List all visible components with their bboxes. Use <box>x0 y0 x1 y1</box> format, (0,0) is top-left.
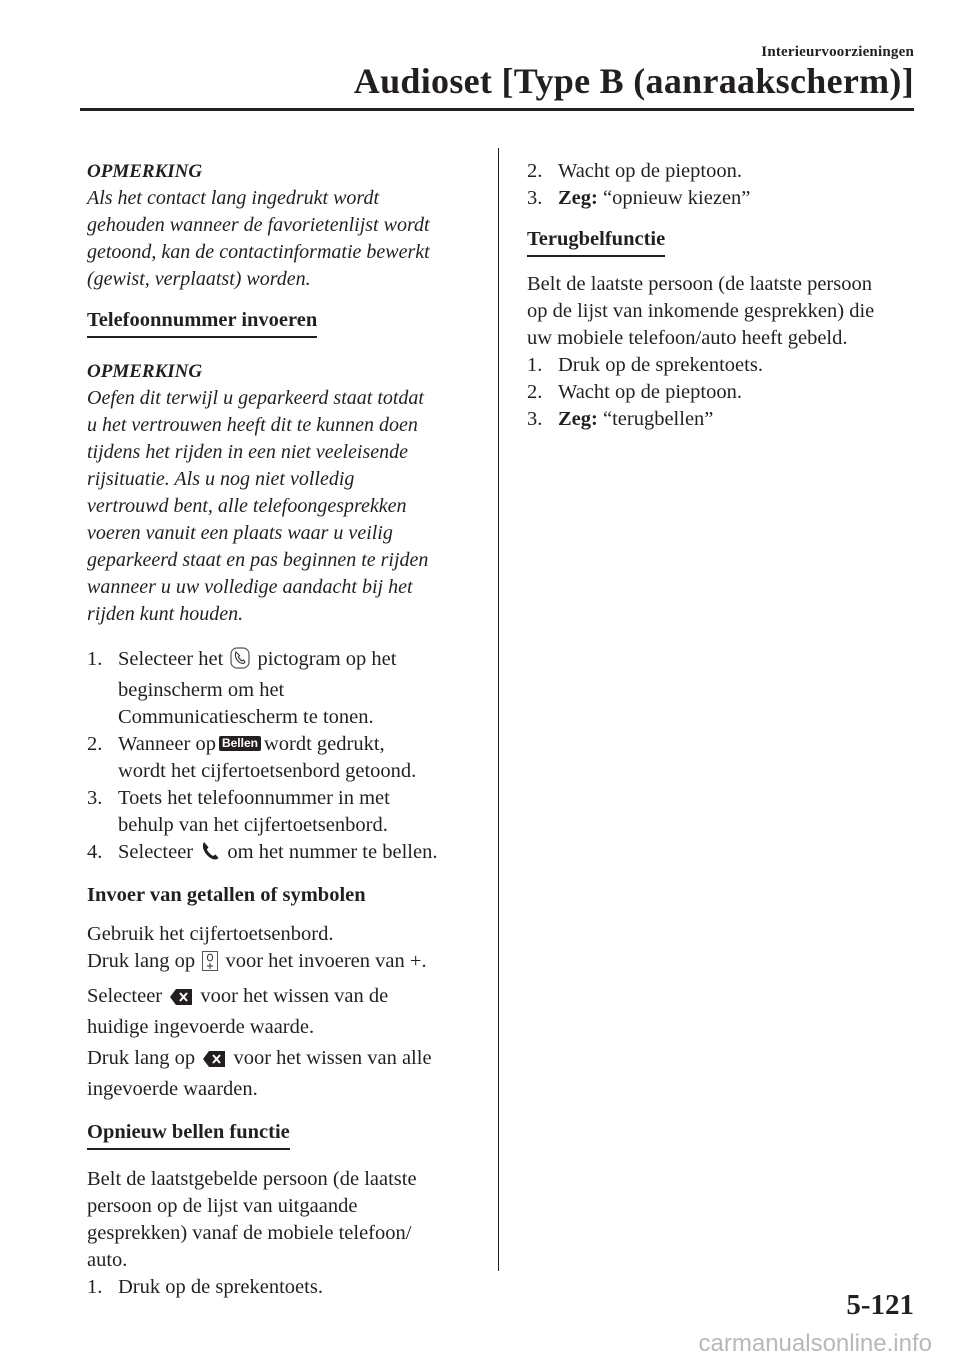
step-text-part: behulp van het cijfertoetsenbord. <box>118 814 388 836</box>
step-number: 2. <box>527 381 543 403</box>
step-text-part: Selecteer het <box>118 648 224 670</box>
step-item <box>527 379 917 406</box>
instruction-text: Druk lang op <box>87 950 196 972</box>
section-heading-redial: Opnieuw bellen functie <box>87 1120 290 1150</box>
paragraph-line: gesprekken) vanaf de mobiele telefoon/ <box>87 1222 412 1244</box>
input-instructions <box>87 921 482 1103</box>
instruction-text: Selecteer <box>87 985 163 1007</box>
paragraph-line: Belt de laatste persoon (de laatste persoon <box>527 273 872 295</box>
step-item <box>527 406 917 433</box>
step-item <box>527 158 917 185</box>
note-line: rijden kunt houden. <box>87 603 244 625</box>
instruction-line: ingevoerde waarden. <box>87 1078 258 1100</box>
step-text: Druk op de sprekentoets. <box>118 1276 323 1298</box>
instruction-text: voor het wissen van de <box>200 985 389 1007</box>
step-number: 1. <box>87 648 103 670</box>
step-text <box>118 839 482 870</box>
step-item <box>527 185 917 212</box>
zero-plus-key-icon <box>202 951 218 979</box>
page-title: Audioset [Type B (aanraakscherm)] <box>353 61 914 101</box>
voice-command: “terugbellen” <box>602 408 714 430</box>
instruction-line <box>87 983 482 1014</box>
paragraph-line: persoon op de lijst van uitgaande <box>87 1195 358 1217</box>
note-line: (gewist, verplaatst) worden. <box>87 268 311 290</box>
note-line: getoond, kan de contactinformatie bewerkt <box>87 241 430 263</box>
redial-description <box>87 1166 482 1274</box>
section-heading-phone-number: Telefoonnummer invoeren <box>87 308 317 338</box>
step-text-part: beginscherm om het <box>118 679 285 701</box>
say-label: Zeg: <box>558 408 598 430</box>
say-label: Zeg: <box>558 187 598 209</box>
instruction-line <box>87 948 482 979</box>
section-label: Interieurvoorzieningen <box>761 44 914 60</box>
step-text-part: om het nummer te bellen. <box>227 841 438 863</box>
phone-handset-solid-icon <box>200 840 220 870</box>
paragraph-line: op de lijst van inkomende gesprekken) die <box>527 300 875 322</box>
paragraph-line: uw mobiele telefoon/auto heeft gebeld. <box>527 327 848 349</box>
column-divider <box>498 148 499 1271</box>
note-line: vertrouwd bent, alle telefoongesprekken <box>87 495 407 517</box>
step-text: Wacht op de pieptoon. <box>558 160 742 182</box>
note-line: Oefen dit terwijl u geparkeerd staat totdat <box>87 387 424 409</box>
backspace-icon <box>169 987 193 1014</box>
heading-wrap <box>87 1119 482 1150</box>
heading-wrap <box>527 226 917 257</box>
step-text <box>118 785 482 839</box>
instruction-text: voor het invoeren van +. <box>225 950 427 972</box>
paragraph-line: auto. <box>87 1249 128 1271</box>
step-text-part: Toets het telefoonnummer in met <box>118 787 390 809</box>
step-item <box>87 646 482 731</box>
watermark: carmanualsonline.info <box>698 1330 932 1357</box>
step-text-part: wordt het cijfertoetsenbord getoond. <box>118 760 417 782</box>
instruction-line <box>87 1045 482 1076</box>
heading-wrap <box>87 307 482 338</box>
subsection-heading: Invoer van getallen of symbolen <box>87 884 366 906</box>
header-rule <box>80 108 914 111</box>
step-item <box>527 352 917 379</box>
step-text <box>558 406 917 433</box>
step-text: Wacht op de pieptoon. <box>558 381 742 403</box>
step-text-part: Selecteer <box>118 841 194 863</box>
step-number: 1. <box>527 354 543 376</box>
note-line: voeren vanuit een plaats waar u veilig <box>87 522 393 544</box>
backspace-icon <box>202 1049 226 1076</box>
step-item <box>87 839 482 870</box>
callback-description <box>527 271 917 352</box>
phone-handset-outline-icon <box>230 647 250 677</box>
bellen-button-icon: Bellen <box>219 736 261 751</box>
instruction-text: Druk lang op <box>87 1047 196 1069</box>
instruction-line: Gebruik het cijfertoetsenbord. <box>87 923 334 945</box>
note-line: wanneer u uw volledige aandacht bij het <box>87 576 413 598</box>
step-text-part: pictogram op het <box>257 648 397 670</box>
step-text <box>118 731 482 785</box>
paragraph-line: Belt de laatstgebelde persoon (de laatste <box>87 1168 417 1190</box>
page-number: 5-121 <box>846 1289 914 1321</box>
step-text <box>118 646 482 731</box>
step-number: 2. <box>87 733 103 755</box>
instruction-line: huidige ingevoerde waarde. <box>87 1016 315 1038</box>
step-item <box>87 731 482 785</box>
voice-command: “opnieuw kiezen” <box>602 187 751 209</box>
note-text <box>87 385 482 628</box>
step-text-part: wordt gedrukt, <box>263 733 385 755</box>
step-text <box>558 185 917 212</box>
note-line: geparkeerd staat en pas beginnen te rijden <box>87 549 429 571</box>
note-line: tijdens het rijden in een niet veeleisende <box>87 441 408 463</box>
step-number: 3. <box>87 787 103 809</box>
note-line: u het vertrouwen heeft dit te kunnen doen <box>87 414 418 436</box>
step-text-part: Wanneer op <box>118 733 216 755</box>
instruction-text: voor het wissen van alle <box>233 1047 432 1069</box>
step-number: 1. <box>87 1276 103 1298</box>
step-number: 2. <box>527 160 543 182</box>
step-number: 3. <box>527 408 543 430</box>
section-heading-callback: Terugbelfunctie <box>527 227 665 257</box>
step-number: 3. <box>527 187 543 209</box>
note-line: rijsituatie. Als u nog niet volledig <box>87 468 355 490</box>
note-heading: OPMERKING <box>87 161 203 182</box>
step-item <box>87 1274 482 1301</box>
note-heading: OPMERKING <box>87 361 203 382</box>
step-number: 4. <box>87 841 103 863</box>
note-line: gehouden wanneer de favorietenlijst wordt <box>87 214 430 236</box>
step-text: Druk op de sprekentoets. <box>558 354 763 376</box>
steps-list <box>87 646 482 870</box>
step-text-part: Communicatiescherm te tonen. <box>118 706 374 728</box>
right-column <box>527 158 917 433</box>
step-item <box>87 785 482 839</box>
note-line: Als het contact lang ingedrukt wordt <box>87 187 380 209</box>
left-column <box>87 158 482 1301</box>
note-text <box>87 185 482 293</box>
